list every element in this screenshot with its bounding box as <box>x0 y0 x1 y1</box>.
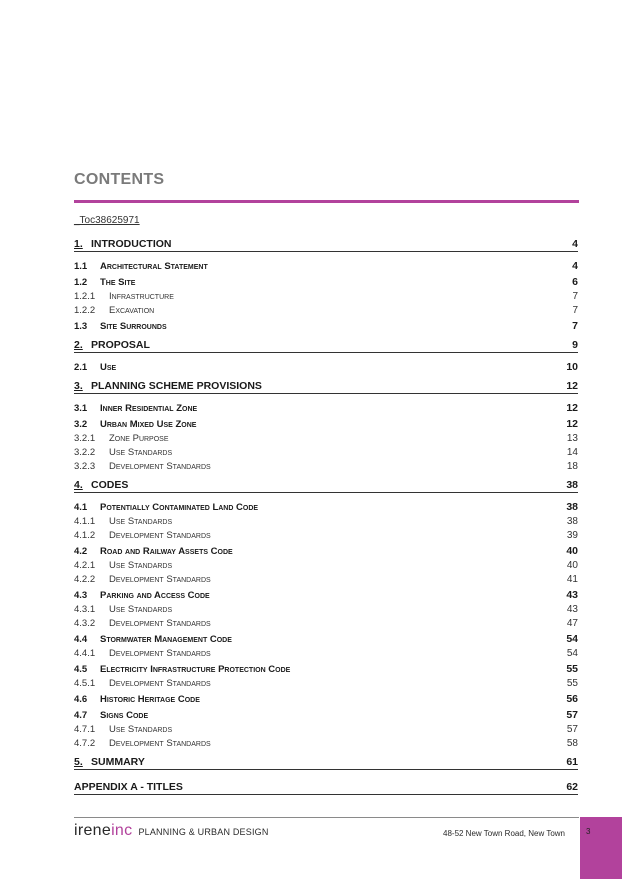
toc-entry-page: 12 <box>566 380 578 392</box>
toc-entry-page: 54 <box>566 633 578 645</box>
toc-entry-page: 57 <box>566 724 578 735</box>
toc-entry[interactable] <box>74 430 578 444</box>
toc-entry-title: PLANNING SCHEME PROVISIONS <box>91 380 262 392</box>
toc-entry-number: 1.2.2 <box>74 305 96 316</box>
toc-entry-page: 40 <box>566 560 578 571</box>
page-number: 3 <box>586 827 591 836</box>
toc-entry[interactable] <box>74 332 578 353</box>
toc-entry-title: APPENDIX A - TITLES <box>74 781 183 793</box>
toc-entry-title: Potentially Contaminated Land Code <box>100 502 259 513</box>
toc-entry-number: 5. <box>74 756 83 768</box>
toc-entry-number: 4.1.1 <box>74 516 96 527</box>
toc-entry-title: Architectural Statement <box>100 261 208 272</box>
toc-entry-page: 43 <box>566 589 578 601</box>
toc-entry-page: 7 <box>572 305 578 316</box>
toc-entry-page: 55 <box>566 678 578 689</box>
toc-entry[interactable] <box>74 256 578 272</box>
toc-entry-number: 1.1 <box>74 261 88 272</box>
toc-entry-title: Site Surrounds <box>100 321 167 332</box>
toc-entry-page: 4 <box>572 260 578 272</box>
toc-entry-number: 1.2 <box>74 277 88 288</box>
toc-entry[interactable] <box>74 316 578 332</box>
toc-entry-title: Development Standards <box>109 530 211 541</box>
toc-entry[interactable] <box>74 398 578 414</box>
toc-entry-page: 54 <box>566 648 578 659</box>
toc-entry[interactable] <box>74 527 578 541</box>
toc-entry-number: 4.4.1 <box>74 648 96 659</box>
logo-wordmark-irene: irene <box>74 822 112 839</box>
toc-entry-title: Use Standards <box>109 516 173 527</box>
toc-entry[interactable] <box>74 749 578 770</box>
toc-entry-page: 56 <box>566 693 578 705</box>
toc-entry-title: Road and Railway Assets Code <box>100 546 233 557</box>
toc-entry-title: The Site <box>100 277 136 288</box>
toc-entry-title: Excavation <box>109 305 155 316</box>
toc-entry[interactable] <box>74 774 578 795</box>
toc-reference-link[interactable]: _Toc38625971 <box>74 215 140 226</box>
toc-entry-title: PROPOSAL <box>91 339 150 351</box>
toc-entry-number: 4.3.1 <box>74 604 96 615</box>
toc-entry-number: 4.1 <box>74 502 88 513</box>
toc-entry-title: Development Standards <box>109 574 211 585</box>
toc-entry-number: 3.2 <box>74 419 88 430</box>
toc-entry-number: 2.1 <box>74 362 88 373</box>
page-number-box <box>580 817 622 879</box>
toc-entry-number: 4.1.2 <box>74 530 96 541</box>
toc-entry[interactable] <box>74 235 578 252</box>
toc-entry-page: 12 <box>566 402 578 414</box>
toc-entry-page: 6 <box>572 276 578 288</box>
footer-logo <box>74 822 269 840</box>
toc-entry[interactable] <box>74 689 578 705</box>
toc-entry-page: 57 <box>566 709 578 721</box>
toc-entry-title: Signs Code <box>100 710 149 721</box>
toc-entry-page: 61 <box>566 756 578 768</box>
toc-entry-page: 18 <box>566 461 578 472</box>
logo-wordmark-inc: inc <box>111 822 133 839</box>
toc-entry[interactable] <box>74 601 578 615</box>
toc-entry-number: 3.2.3 <box>74 461 96 472</box>
heading-divider <box>74 200 579 203</box>
toc-entry-page: 9 <box>572 339 578 351</box>
toc-entry-number: 3. <box>74 380 83 392</box>
toc-entry[interactable] <box>74 557 578 571</box>
toc-entry-number: 1. <box>74 238 83 250</box>
toc-entry[interactable] <box>74 615 578 629</box>
toc-entry[interactable] <box>74 497 578 513</box>
toc-entry-page: 38 <box>566 501 578 513</box>
toc-entry[interactable] <box>74 444 578 458</box>
toc-entry-title: Development Standards <box>109 461 211 472</box>
toc-entry-number: 4.2.1 <box>74 560 96 571</box>
toc-entry[interactable] <box>74 357 578 373</box>
toc-entry-page: 40 <box>566 545 578 557</box>
toc-entry-title: Use <box>100 362 117 373</box>
table-of-contents <box>74 235 578 799</box>
toc-entry[interactable] <box>74 571 578 585</box>
toc-entry-title: Stormwater Management Code <box>100 634 232 645</box>
toc-entry-page: 7 <box>572 291 578 302</box>
toc-entry-title: Inner Residential Zone <box>100 403 198 414</box>
toc-entry-number: 4.3.2 <box>74 618 96 629</box>
toc-entry-number: 4.4 <box>74 634 88 645</box>
toc-entry-title: Urban Mixed Use Zone <box>100 419 197 430</box>
toc-entry-title: Development Standards <box>109 618 211 629</box>
toc-entry-title: INTRODUCTION <box>91 238 172 250</box>
toc-entry[interactable] <box>74 659 578 675</box>
toc-entry[interactable] <box>74 645 578 659</box>
toc-entry-number: 3.2.1 <box>74 433 96 444</box>
toc-entry-title: Electricity Infrastructure Protection Code <box>100 664 291 675</box>
toc-entry-number: 4. <box>74 479 83 491</box>
toc-entry-number: 1.2.1 <box>74 291 96 302</box>
toc-entry-page: 7 <box>572 320 578 332</box>
toc-entry-page: 55 <box>566 663 578 675</box>
toc-entry-number: 4.7.2 <box>74 738 96 749</box>
toc-entry-number: 2. <box>74 339 83 351</box>
toc-entry-page: 58 <box>566 738 578 749</box>
footer-tagline: PLANNING & URBAN DESIGN <box>138 827 269 837</box>
toc-entry[interactable] <box>74 472 578 493</box>
toc-entry-title: Use Standards <box>109 447 173 458</box>
toc-entry-page: 47 <box>566 618 578 629</box>
toc-entry-page: 14 <box>566 447 578 458</box>
toc-entry[interactable] <box>74 458 578 472</box>
toc-entry-title: Development Standards <box>109 678 211 689</box>
toc-entry-number: 4.7 <box>74 710 88 721</box>
toc-entry-number: 3.2.2 <box>74 447 96 458</box>
toc-entry-page: 41 <box>566 574 578 585</box>
toc-entry-title: Development Standards <box>109 648 211 659</box>
toc-entry-number: 4.5 <box>74 664 88 675</box>
toc-entry-title: SUMMARY <box>91 756 145 768</box>
toc-entry-number: 4.2 <box>74 546 88 557</box>
toc-entry[interactable] <box>74 585 578 601</box>
toc-entry-page: 12 <box>566 418 578 430</box>
toc-entry-number: 3.1 <box>74 403 88 414</box>
toc-entry-number: 4.3 <box>74 590 88 601</box>
toc-entry[interactable] <box>74 373 578 394</box>
toc-entry[interactable] <box>74 735 578 749</box>
toc-entry-page: 38 <box>566 516 578 527</box>
toc-entry-title: CODES <box>91 479 129 491</box>
toc-entry-page: 13 <box>566 433 578 444</box>
toc-entry[interactable] <box>74 629 578 645</box>
toc-entry-number: 4.5.1 <box>74 678 96 689</box>
footer-divider <box>74 817 579 818</box>
toc-entry-title: Use Standards <box>109 560 173 571</box>
toc-entry-page: 39 <box>566 530 578 541</box>
footer-address: 48-52 New Town Road, New Town <box>443 829 565 838</box>
toc-entry-number: 1.3 <box>74 321 88 332</box>
toc-entry-page: 62 <box>566 781 578 793</box>
toc-entry-page: 38 <box>566 479 578 491</box>
toc-entry[interactable] <box>74 414 578 430</box>
toc-entry-title: Use Standards <box>109 724 173 735</box>
toc-entry-title: Infrastructure <box>109 291 174 302</box>
toc-entry[interactable] <box>74 721 578 735</box>
toc-entry-number: 4.7.1 <box>74 724 96 735</box>
toc-entry-page: 10 <box>566 361 578 373</box>
toc-entry-page: 4 <box>572 238 578 250</box>
toc-entry[interactable] <box>74 541 578 557</box>
toc-entry-title: Use Standards <box>109 604 173 615</box>
toc-entry-title: Parking and Access Code <box>100 590 210 601</box>
page-title: CONTENTS <box>74 171 165 188</box>
toc-entry[interactable] <box>74 675 578 689</box>
toc-entry-title: Development Standards <box>109 738 211 749</box>
toc-entry-title: Zone Purpose <box>109 433 169 444</box>
toc-entry-page: 43 <box>566 604 578 615</box>
toc-entry-number: 4.6 <box>74 694 88 705</box>
toc-entry-title: Historic Heritage Code <box>100 694 200 705</box>
toc-entry[interactable] <box>74 513 578 527</box>
toc-entry[interactable] <box>74 302 578 316</box>
toc-entry[interactable] <box>74 705 578 721</box>
toc-entry[interactable] <box>74 272 578 288</box>
toc-entry-number: 4.2.2 <box>74 574 96 585</box>
toc-spacer <box>74 795 578 799</box>
toc-entry[interactable] <box>74 288 578 302</box>
